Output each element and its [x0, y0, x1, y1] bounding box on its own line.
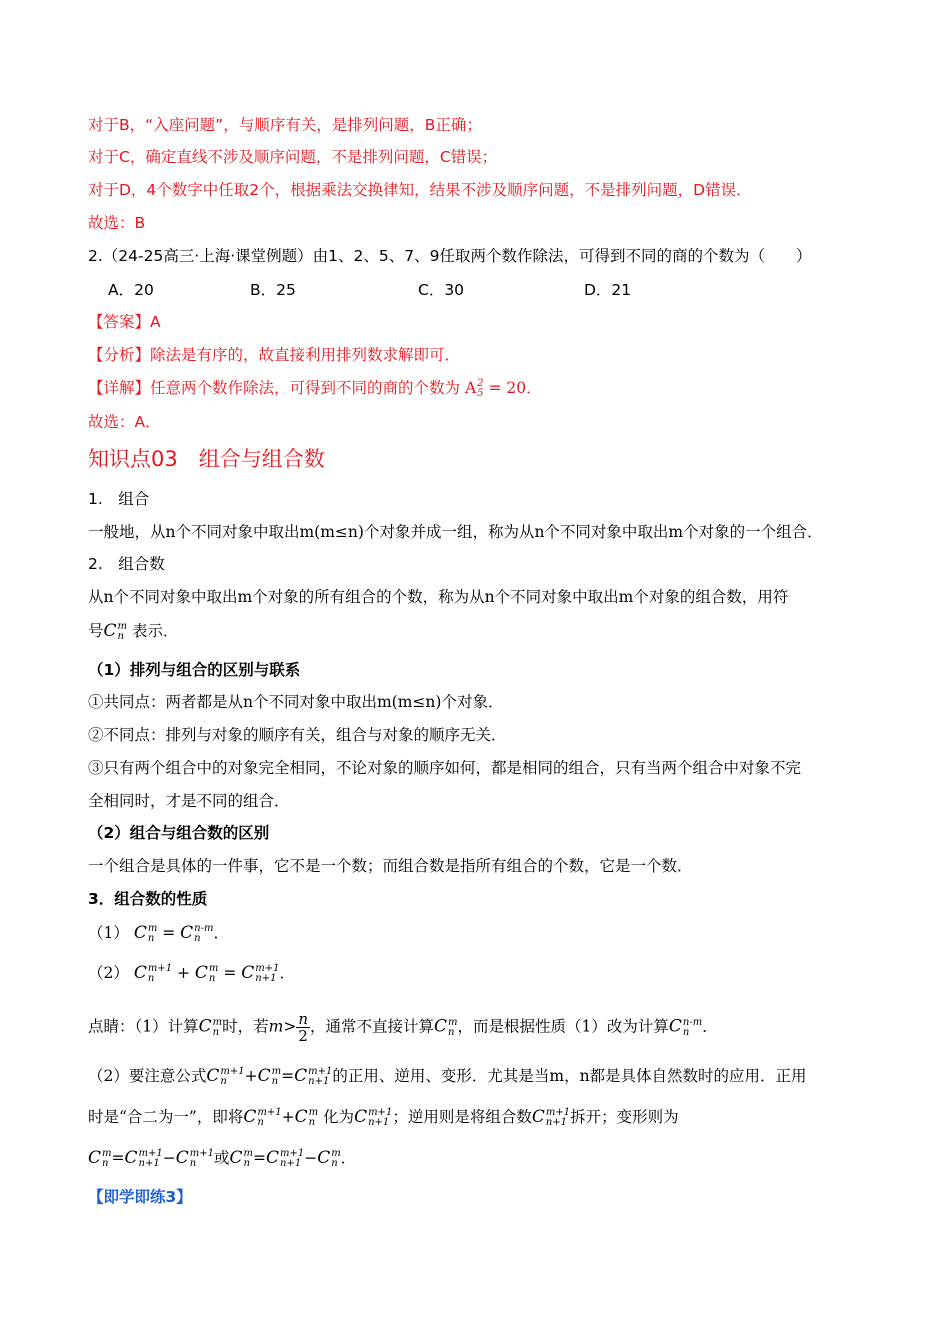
subsection-2-body-2: 号C m n 表示． — [88, 621, 179, 642]
point-1-c-2: 全相同时，才是不同的组合． — [88, 792, 290, 810]
subsection-1-body: 一般地，从n个不同对象中取出m(m≤n)个对象并成一组，称为从n个不同对象中取出m个对象的一个组合． — [88, 523, 823, 541]
tip-line-3: 时是“合二为一”，即将C m+1 n +C m n 化为C m+1 n+1 ；逆用则是将组合数C m+1 n+1 拆开；变形则为 — [88, 1107, 679, 1128]
solution-choice: 故选：B — [88, 214, 146, 232]
option-b: B．25 — [250, 281, 296, 299]
subsection-2-title: 2. 组合数 — [88, 555, 165, 573]
analysis-tag: 【分析】 — [88, 346, 151, 364]
point-1-b: ②不同点：排列与对象的顺序有关，组合与对象的顺序无关． — [88, 726, 507, 744]
subsection-3-title: 3．组合数的性质 — [88, 890, 208, 908]
subsection-2-body-1: 从n个不同对象中取出m个对象的所有组合的个数，称为从n个不同对象中取出m个对象的组合数，用符 — [88, 588, 789, 606]
subsection-1-title: 1. 组合 — [88, 490, 150, 508]
point-2-body: 一个组合是具体的一件事，它不是一个数；而组合数是指所有组合的个数，它是一个数． — [88, 857, 693, 875]
point-2-title: （2）组合与组合数的区别 — [88, 824, 270, 842]
choose-line: 故选：A． — [88, 413, 161, 431]
option-a: A．20 — [108, 281, 154, 299]
option-d: D．21 — [584, 281, 632, 299]
analysis-line — [88, 344, 870, 366]
section-heading: 知识点03 组合与组合数 — [88, 447, 325, 471]
point-1-a: ①共同点：两者都是从n个不同对象中取出m(m≤n)个对象． — [88, 693, 504, 711]
option-c: C．30 — [418, 281, 465, 299]
point-1-title: （1）排列与组合的区别与联系 — [88, 661, 301, 679]
detail-tag: 【详解】 — [88, 379, 151, 397]
solution-line-b: 对于B，“入座问题”，与顺序有关，是排列问题，B正确； — [88, 116, 482, 134]
point-1-c-1: ③只有两个组合中的对象完全相同，不论对象的顺序如何，都是相同的组合，只有当两个组合中对象不完 — [88, 759, 802, 777]
permutation-formula: A 2 5 = 20． — [464, 378, 542, 399]
tip-line-1: 点睛：（1）计算C m n 时，若m> $\frac{n}{2}$ ，通常不直接计算C m n ，而是根据性质（1）改为计算C n-m n ． — [88, 1010, 718, 1045]
detail-line — [88, 377, 870, 399]
tip-line-2: （2）要注意公式C m+1 n +C m n =C m+1 n+1 的正用、逆用、变形．尤其是当m，n都是具体自然数时的应用．正用 — [88, 1066, 807, 1087]
answer-value: A — [150, 313, 161, 331]
question-2: 2.（24-25高三·上海·课堂例题）由1、2、5、7、9任取两个数作除法，可得到不同的商的个数为（ ） — [88, 247, 812, 265]
detail-text: 任意两个数作除法，可得到不同的商的个数为 — [150, 379, 461, 397]
analysis-text: 除法是有序的，故直接利用排列数求解即可． — [150, 346, 461, 364]
solution-line-d: 对于D，4个数字中任取2个，根据乘法交换律知，结果不涉及顺序问题，不是排列问题，D错误． — [88, 181, 752, 199]
property-1: （1） C m n = C n-m n ． — [88, 923, 229, 944]
answer-line — [88, 311, 870, 333]
tip-line-4: C m n =C m+1 n+1 −C m+1 n 或C m n =C m+1 n+1 −C m n ． — [88, 1148, 357, 1169]
solution-line-c: 对于C，确定直线不涉及顺序问题，不是排列问题，C错误； — [88, 148, 498, 166]
answer-tag: 【答案】 — [88, 313, 151, 331]
practice-label: 【即学即练3】 — [88, 1188, 192, 1206]
property-2: （2） C m+1 n + C m n = C m+1 n+1 ． — [88, 963, 296, 984]
